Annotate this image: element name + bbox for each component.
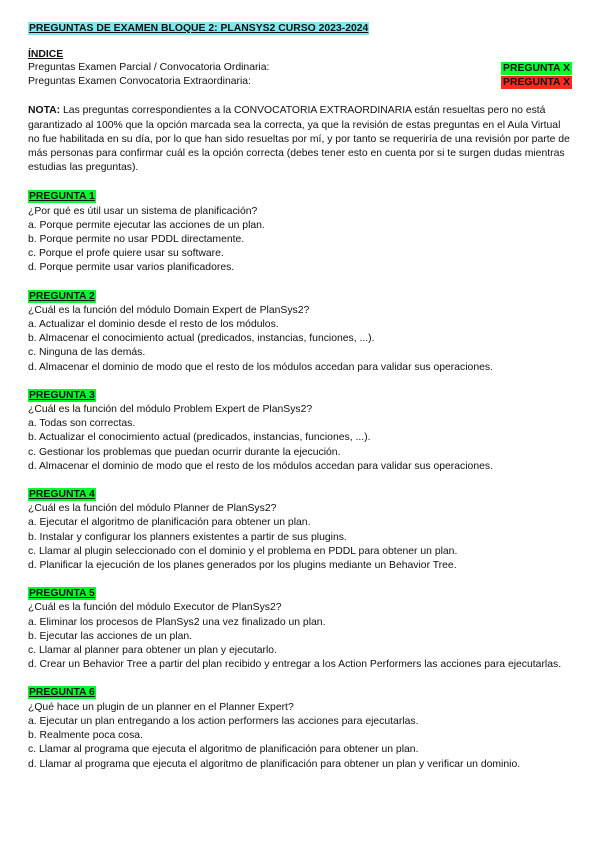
question-block — [28, 587, 572, 672]
answer-option: b. Actualizar el conocimiento actual (predicados, instancias, funciones, ...). — [28, 432, 371, 444]
answer-option: a. Ejecutar un plan entregando a los action performers las acciones para ejecutarlas. — [28, 715, 419, 727]
question-label: PREGUNTA 4 — [29, 489, 95, 501]
answer-option: b. Porque permite no usar PDDL directamente. — [28, 234, 245, 245]
question-text: ¿Cuál es la función del módulo Executor de PlanSys2? — [28, 602, 282, 614]
index-row-ordinaria — [28, 61, 572, 75]
question-block — [28, 290, 572, 375]
answer-option: c. Llamar al plugin seleccionado con el dominio y el problema en PDDL para obtener un plan. — [28, 545, 458, 557]
note-text: Las preguntas correspondientes a la CONVOCATORIA EXTRAORDINARIA están resueltas pero no está garantizado al 100% que la opción marcada sea la correcta, ya que la revisión de estas preguntas en el Aula Virtual no fue habilitada en su día, por lo que han sido resueltas por mí, y por tanto se requeriría de una revisión por parte de más personas para confirmar cuál es la opción correcta (debes tener esto en cuenta por si te surgen dudas mientras estudias las preguntas). — [28, 105, 570, 174]
question-label: PREGUNTA 2 — [29, 290, 95, 302]
question-block — [28, 389, 572, 474]
answer-option: a. Porque permite ejecutar las acciones de un plan. — [28, 219, 265, 231]
question-label: PREGUNTA 1 — [29, 191, 95, 203]
answer-option: a. Todas son correctas. — [28, 418, 136, 430]
question-text: ¿Cuál es la función del módulo Domain Expert de PlanSys2? — [28, 304, 310, 316]
answer-option: b. Almacenar el conocimiento actual (predicados, instancias, funciones, ...). — [28, 333, 375, 345]
answer-option: c. Ninguna de las demás. — [28, 347, 146, 359]
answer-option: d. Porque permite usar varios planificadores. — [28, 262, 235, 274]
question-block — [28, 488, 572, 573]
index-row-extraordinaria — [28, 75, 572, 89]
question-label: PREGUNTA 3 — [29, 389, 95, 401]
answer-option: c. Llamar al programa que ejecuta el algoritmo de planificación para obtener un plan. — [28, 744, 419, 756]
answer-option: c. Llamar al planner para obtener un plan y ejecutarlo. — [28, 645, 277, 657]
answer-option: b. Realmente poca cosa. — [28, 730, 143, 742]
answer-option: a. Eliminar los procesos de PlanSys2 una vez finalizado un plan. — [28, 616, 326, 628]
answer-option: d. Almacenar el dominio de modo que el resto de los módulos accedan para validar sus operaciones. — [28, 361, 493, 373]
index-badge-green: PREGUNTA X — [503, 62, 570, 74]
question-text: ¿Cuál es la función del módulo Planner de PlanSys2? — [28, 503, 277, 515]
index-badge-red: PREGUNTA X — [503, 76, 570, 88]
question-block — [28, 190, 572, 275]
question-text: ¿Qué hace un plugin de un planner en el Planner Expert? — [28, 701, 294, 713]
answer-option: a. Ejecutar el algoritmo de planificación para obtener un plan. — [28, 517, 311, 529]
index-heading: ÍNDICE — [28, 49, 64, 60]
answer-option: d. Planificar la ejecución de los planes generados por los plugins mediante un Behavior Tree. — [28, 560, 457, 572]
answer-option: b. Instalar y configurar los planners existentes a partir de sus plugins. — [28, 531, 347, 543]
document-page — [28, 22, 572, 786]
question-text: ¿Por qué es útil usar un sistema de planificación? — [28, 205, 258, 217]
question-block — [28, 686, 572, 771]
note-label: NOTA: — [28, 105, 61, 117]
note-paragraph — [28, 104, 572, 175]
answer-option: c. Gestionar los problemas que puedan ocurrir durante la ejecución. — [28, 446, 341, 458]
answer-option: a. Actualizar el dominio desde el resto de los módulos. — [28, 319, 279, 331]
question-label: PREGUNTA 6 — [29, 687, 95, 699]
answer-option: d. Crear un Behavior Tree a partir del plan recibido y entregar a los Action Performers las acciones para ejecutarlas. — [28, 659, 562, 671]
answer-option: d. Almacenar el dominio de modo que el resto de los módulos accedan para validar sus operaciones. — [28, 460, 493, 472]
question-text: ¿Cuál es la función del módulo Problem Expert de PlanSys2? — [28, 404, 313, 416]
index-row-label: Preguntas Examen Parcial / Convocatoria Ordinaria: — [28, 62, 270, 73]
answer-option: b. Ejecutar las acciones de un plan. — [28, 630, 193, 642]
question-label: PREGUNTA 5 — [29, 588, 95, 600]
answer-option: c. Porque el profe quiere usar su software. — [28, 248, 224, 260]
answer-option: d. Llamar al programa que ejecuta el algoritmo de planificación para obtener un plan y verificar un dominio. — [28, 758, 521, 770]
document-title: PREGUNTAS DE EXAMEN BLOQUE 2: PLANSYS2 CURSO 2023-2024 — [29, 23, 369, 34]
index-row-label: Preguntas Examen Convocatoria Extraordinaria: — [28, 76, 251, 88]
